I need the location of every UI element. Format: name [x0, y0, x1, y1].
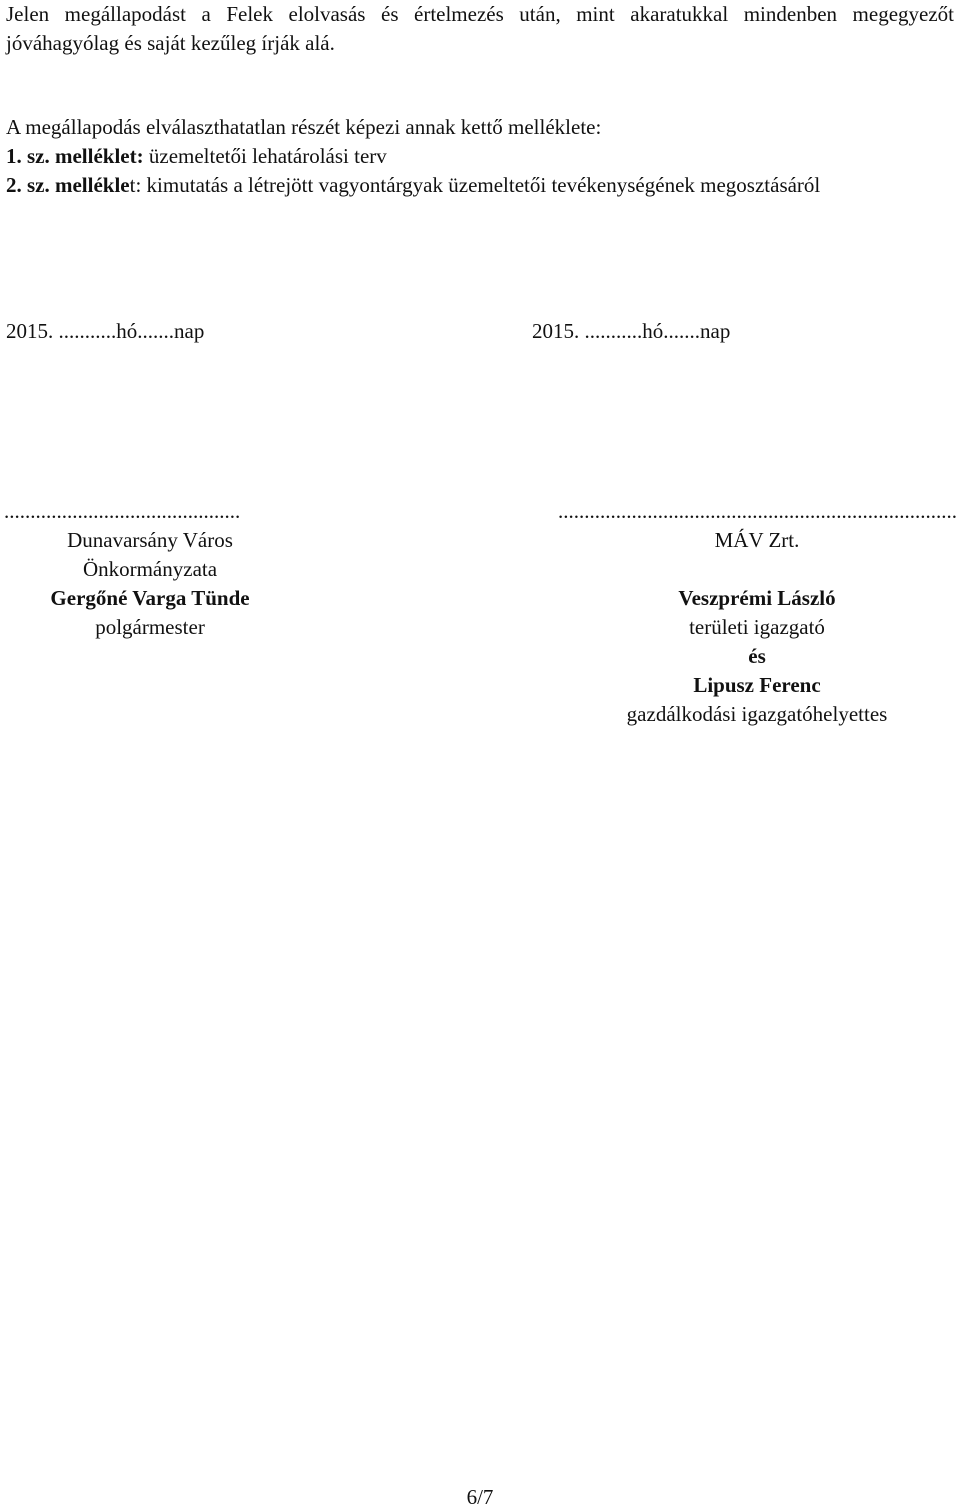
annex-item-2	[6, 171, 954, 200]
annex-intro: A megállapodás elválaszthatatlan részét képezi annak kettő melléklete:	[6, 115, 602, 139]
signatory-title-left: polgármester	[95, 615, 205, 639]
date-left: 2015. ...........hó.......nap	[6, 319, 205, 343]
signature-line-left: .............................................	[4, 499, 241, 523]
annex-2-label: 2. sz. mellékle	[6, 173, 130, 197]
signatory-name-left: Gergőné Varga Tünde	[50, 586, 250, 610]
annex-1-label: 1. sz. melléklet:	[6, 144, 144, 168]
date-right: 2015. ...........hó.......nap	[532, 319, 731, 343]
signatory-title-right-1: területi igazgató	[689, 615, 825, 639]
page-number: 6/7	[466, 1485, 494, 1509]
signature-block-right	[552, 497, 960, 729]
annex-item-1	[6, 142, 954, 171]
conjunction: és	[748, 644, 766, 668]
org-name-left-line1: Dunavarsány Város	[67, 528, 233, 552]
signatory-title-right-2: gazdálkodási igazgatóhelyettes	[626, 702, 888, 726]
signature-block-left	[0, 497, 300, 642]
signatory-name-right-2: Lipusz Ferenc	[693, 673, 821, 697]
annex-list	[6, 113, 954, 200]
annex-2-text: t: kimutatás a létrejött vagyontárgyak üzemeltetői tevékenységének megosztásáról	[129, 173, 821, 197]
org-name-left-line2: Önkormányzata	[82, 557, 218, 581]
annex-1-text: üzemeltetői lehatárolási terv	[143, 144, 387, 168]
org-name-right: MÁV Zrt.	[714, 528, 800, 552]
intro-paragraph: Jelen megállapodást a Felek elolvasás és értelmezés után, mint akaratukkal mindenben megegyezőt jóváhagyólag és saját kezűleg írják alá.	[6, 2, 954, 55]
signature-line-right: ............................................................................	[558, 499, 957, 523]
signatory-name-right-1: Veszprémi László	[678, 586, 836, 610]
